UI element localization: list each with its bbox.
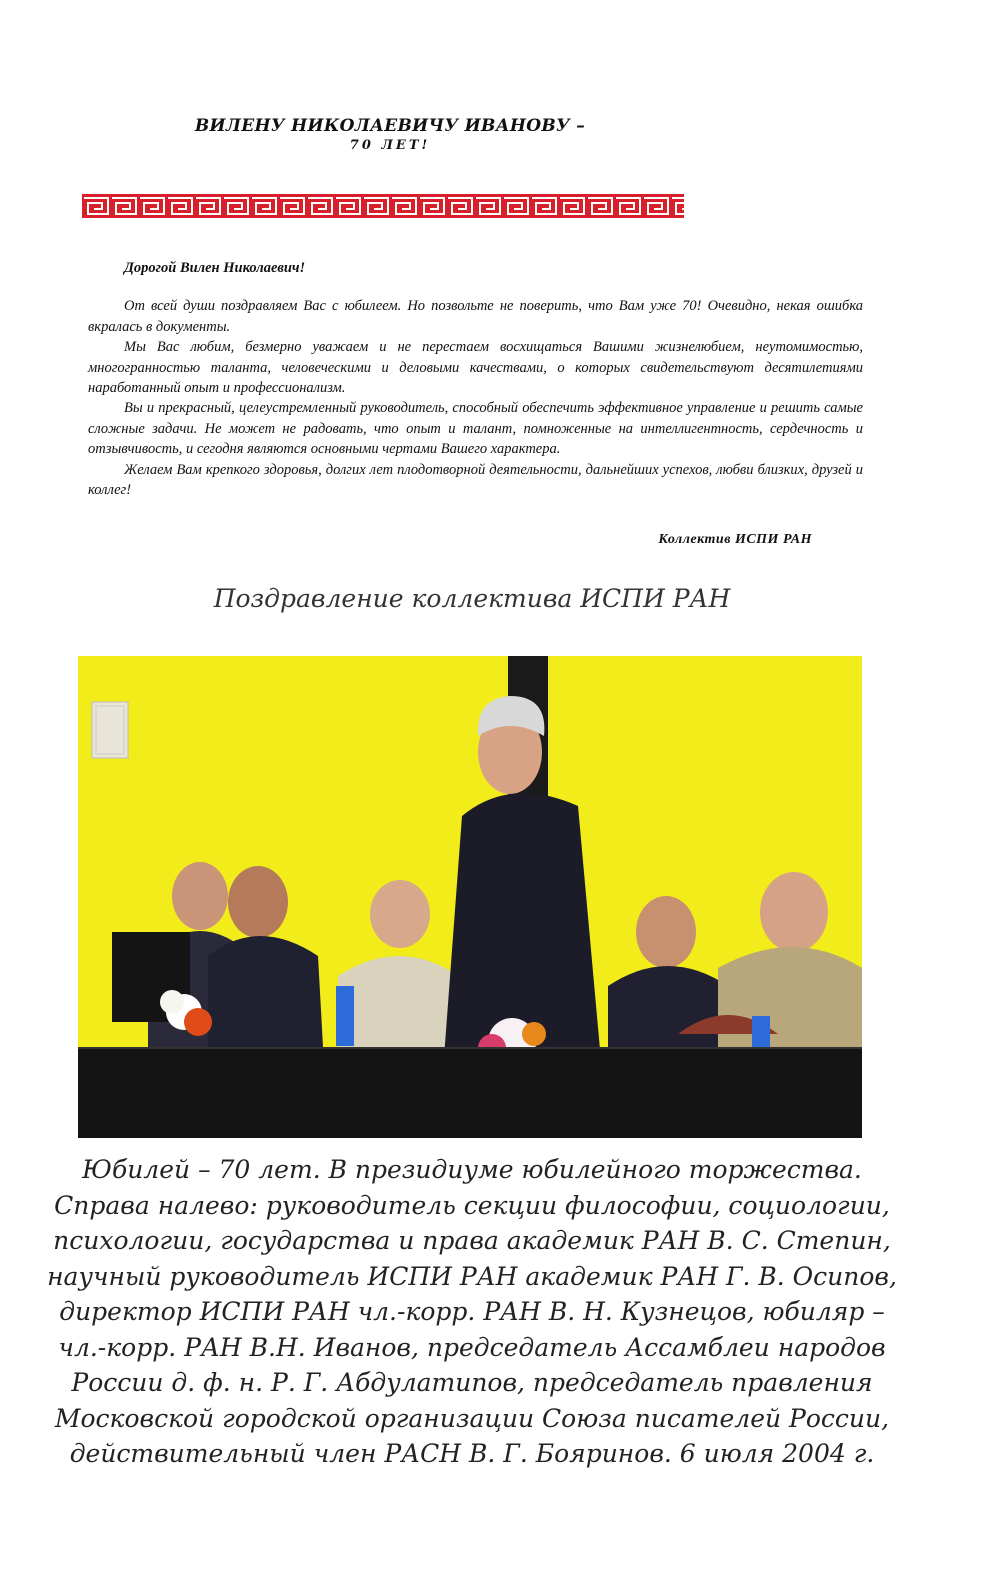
section-caption: Поздравление коллектива ИСПИ РАН — [213, 584, 731, 613]
photo-caption-line-4: научный руководитель ИСПИ РАН академик РАН Г. В. Осипов, — [47, 1261, 897, 1291]
letter-paragraph-3: Вы и прекрасный, целеустремленный руководитель, способный обеспечить эффективное управление и решить самые сложные задачи. Не может не радовать, что опыт и талант, помноженные на интеллигентность, сердечность и отзывчивость, и сегодня являются основными чертами Вашего характера. — [88, 400, 863, 458]
letter-paragraph-2: Мы Вас любим, безмерно уважаем и не перестаем восхищаться Вашими жизнелюбием, неутомимостью, многогранностью таланта, человеческими и деловыми качествами, о которых свидетельствуют десятилетиями наработанный опыт и профессионализм. — [88, 339, 863, 397]
photo-caption — [40, 1152, 904, 1472]
presidium-photo — [78, 656, 862, 1138]
photo-caption-line-9: действительный член РАСН В. Г. Бояринов. 6 июля 2004 г. — [69, 1439, 875, 1468]
photo-caption-line-1: Юбилей – 70 лет. В президиуме юбилейного торжества. — [82, 1155, 862, 1184]
photo-caption-line-8: Московской городской организации Союза писателей России, — [54, 1403, 890, 1433]
photo-caption-line-6: чл.-корр. РАН В.Н. Иванов, председатель Ассамблеи народов — [58, 1332, 886, 1362]
congratulation-letter — [88, 258, 863, 500]
letter-paragraph-4: Желаем Вам крепкого здоровья, долгих лет плодотворной деятельности, дальнейших успехов, любви близких, друзей и коллег! — [88, 461, 863, 499]
photo-caption-line-7: России д. ф. н. Р. Г. Абдулатипов, председатель правления — [71, 1368, 873, 1397]
greeting-subtitle: 70 ЛЕТ! — [349, 138, 431, 153]
greeting-title: ВИЛЕНУ НИКОЛАЕВИЧУ ИВАНОВУ – — [194, 116, 586, 136]
letter-salutation: Дорогой Вилен Николаевич! — [124, 260, 306, 276]
photo-caption-line-3: психологии, государства и права академик РАН В. С. Степин, — [53, 1226, 891, 1255]
letter-paragraph-1: От всей души поздравляем Вас с юбилеем. Но позвольте не поверить, что Вам уже 70! Очевидно, некая ошибка вкралась в документы. — [88, 298, 863, 335]
greek-key-ornament — [82, 194, 684, 218]
letter-signature: Коллектив ИСПИ РАН — [658, 532, 812, 547]
photo-caption-line-2: Справа налево: руководитель секции философии, социологии, — [54, 1190, 890, 1220]
photo-caption-line-5: директор ИСПИ РАН чл.-корр. РАН В. Н. Кузнецов, юбиляр – — [59, 1297, 885, 1326]
